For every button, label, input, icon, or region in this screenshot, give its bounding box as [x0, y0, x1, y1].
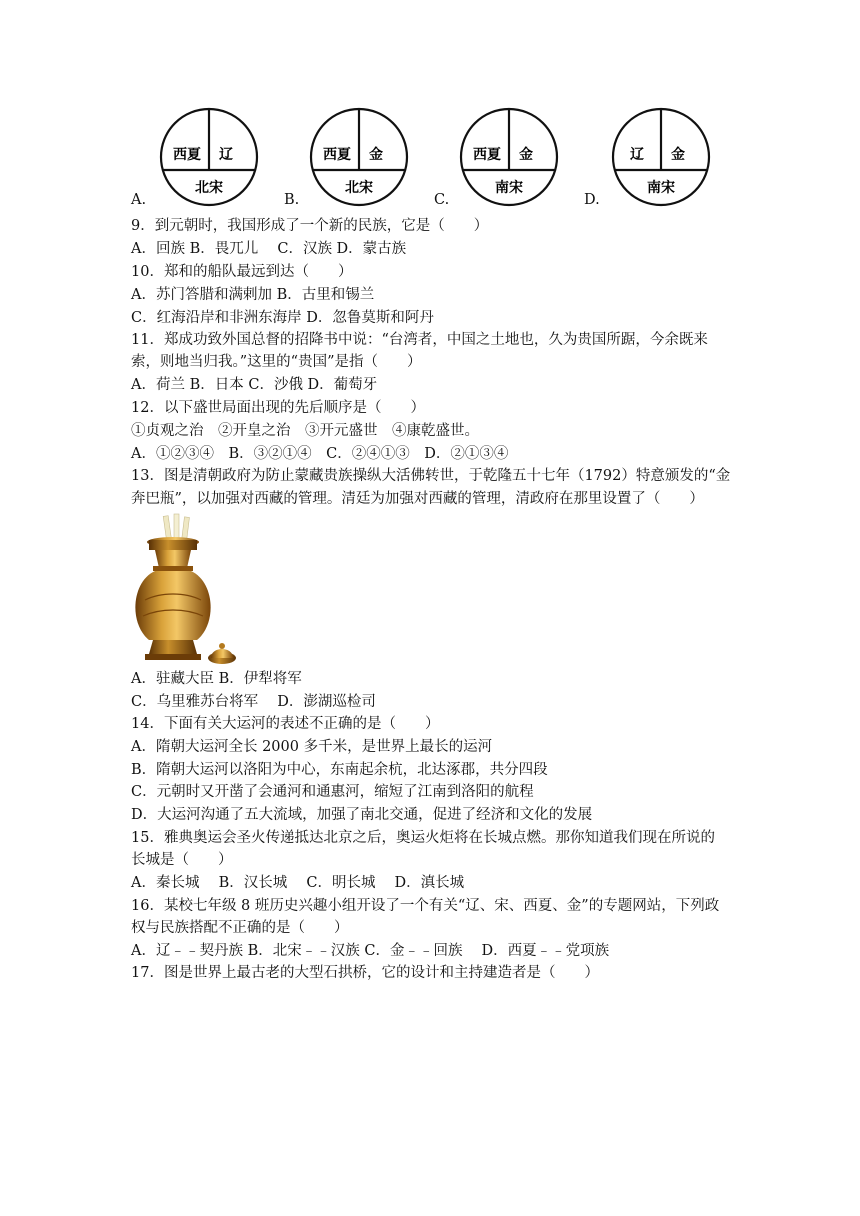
option-d-top-left: 辽 [630, 147, 644, 163]
option-b-bottom: 北宋 [345, 180, 373, 196]
option-b-top-right: 金 [369, 147, 383, 163]
q15-stem-line1: 15．雅典奥运会圣火传递抵达北京之后，奥运火炬将在长城点燃。那你知道我们现在所说的 [131, 830, 715, 846]
option-a-bottom: 北宋 [195, 180, 223, 196]
q16-stem-line2: 权与民族搭配不正确的是（ ） [131, 920, 349, 936]
q14-stem: 14．下面有关大运河的表述不正确的是（ ） [131, 716, 440, 732]
option-c-bottom: 南宋 [495, 180, 523, 196]
q11-stem-line2: 索，则地当归我。”这里的“贵国”是指（ ） [131, 354, 422, 370]
option-d-top-right: 金 [671, 147, 685, 163]
q10-stem: 10．郑和的船队最远到达（ ） [131, 264, 353, 280]
q11-stem-line1: 11．郑成功致外国总督的招降书中说：“台湾者，中国之土地也，久为贵国所踞，今余既来 [131, 332, 708, 348]
option-a-top-left: 西夏 [173, 147, 201, 163]
q12-stem: 12．以下盛世局面出现的先后顺序是（ ） [131, 400, 425, 416]
option-c-letter: C. [434, 192, 450, 208]
option-c-top-right: 金 [519, 147, 533, 163]
q12-options: A．①②③④ B．③②①④ C．②④①③ D．②①③④ [131, 446, 509, 462]
option-b-top-left: 西夏 [323, 147, 351, 163]
option-c-top-left: 西夏 [473, 147, 501, 163]
golden-urn-image [131, 512, 241, 672]
q10-options-cd: C．红海沿岸和非洲东海岸 D．忽鲁莫斯和阿丹 [131, 310, 434, 326]
option-a-top-right: 辽 [219, 147, 233, 163]
option-d-bottom: 南宋 [647, 180, 675, 196]
q11-options: A．荷兰 B．日本 C．沙俄 D．葡萄牙 [131, 377, 378, 393]
q13-stem-line1: 13．图是清朝政府为防止蒙藏贵族操纵大活佛转世，于乾隆五十七年（1792）特意颁发的“金 [131, 468, 731, 484]
q14-option-d: D．大运河沟通了五大流域，加强了南北交通，促进了经济和文化的发展 [131, 807, 593, 823]
option-a-diagram [158, 106, 260, 212]
q14-option-c: C．元朝时又开凿了会通河和通惠河，缩短了江南到洛阳的航程 [131, 784, 534, 800]
q9-stem: 9．到元朝时，我国形成了一个新的民族，它是（ ） [131, 218, 489, 234]
q12-items: ①贞观之治 ②开皇之治 ③开元盛世 ④康乾盛世。 [131, 423, 479, 439]
q14-option-b: B．隋朝大运河以洛阳为中心，东南起余杭，北达涿郡，共分四段 [131, 762, 548, 778]
q13-stem-line2: 奔巴瓶”，以加强对西藏的管理。清廷为加强对西藏的管理，清政府在那里设置了（ ） [131, 491, 704, 507]
q9-options: A．回族 B．畏兀儿 C．汉族 D．蒙古族 [131, 241, 407, 257]
option-d-diagram [610, 106, 712, 212]
q16-options: A．辽﹣﹣契丹族 B．北宋﹣﹣汉族 C．金﹣﹣回族 D．西夏﹣﹣党项族 [131, 943, 610, 959]
q13-options-cd: C．乌里雅苏台将军 D．澎湖巡检司 [131, 694, 376, 710]
option-c-diagram [458, 106, 560, 212]
q15-options: A．秦长城 B．汉长城 C．明长城 D．滇长城 [131, 875, 465, 891]
q15-stem-line2: 长城是（ ） [131, 852, 233, 868]
option-d-letter: D. [584, 192, 600, 208]
option-b-diagram [308, 106, 410, 212]
q10-options-ab: A．苏门答腊和满剌加 B．古里和锡兰 [131, 287, 375, 303]
q16-stem-line1: 16．某校七年级 8 班历史兴趣小组开设了一个有关“辽、宋、西夏、金”的专题网站，下列政 [131, 898, 720, 914]
q14-option-a: A．隋朝大运河全长 2000 多千米，是世界上最长的运河 [131, 739, 493, 755]
q17-stem: 17．图是世界上最古老的大型石拱桥，它的设计和主持建造者是（ ） [131, 965, 599, 981]
option-a-letter: A. [131, 192, 147, 208]
q13-options-ab: A．驻藏大臣 B．伊犁将军 [131, 671, 302, 687]
option-b-letter: B. [284, 192, 300, 208]
